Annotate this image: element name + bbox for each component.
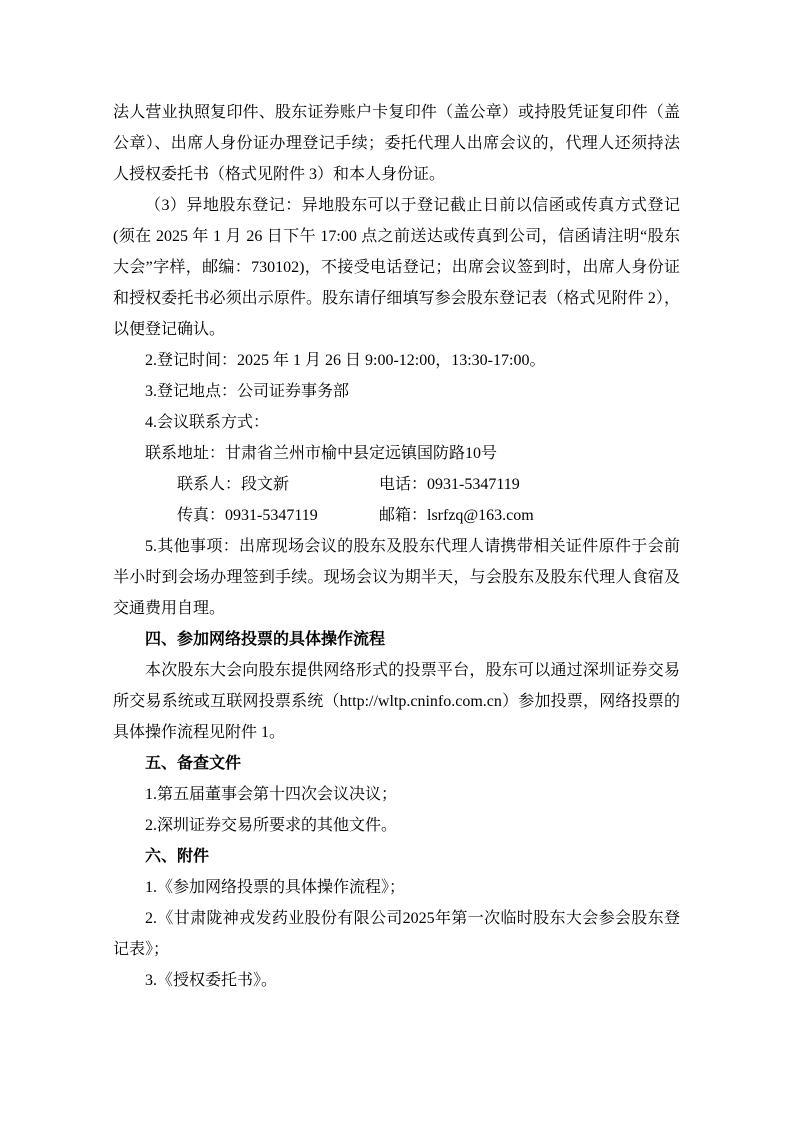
contact-fax: 传真：0931-5347119 (177, 507, 318, 524)
contact-person: 联系人：段文新 (177, 476, 290, 493)
paragraph-remote-shareholder-registration: （3）异地股东登记：异地股东可以于登记截止日前以信函或传真方式登记(须在 2025 年 1 月 26 日下午 17:00 点之前送达或传真到公司，信函请注明“股东大会”字样，邮编：730102)，不接受电话登记；出席会议签到时，出席人身份证和授权委托书必须出示原件。股东请仔细填写参会股东登记表（格式见附件 2），以便登记确认。 (113, 197, 680, 338)
paragraph-attachment-3: 3.《授权委托书》。 (145, 972, 278, 989)
paragraph-contact-address: 联系地址：甘肃省兰州市榆中县定远镇国防路10号 (145, 445, 498, 462)
paragraph-registration-time: 2.登记时间：2025 年 1 月 26 日 9:00-12:00，13:30-17:00。 (145, 352, 546, 369)
paragraph-contact-method-label: 4.会议联系方式： (145, 414, 270, 431)
heading-section-4-online-voting: 四、参加网络投票的具体操作流程 (145, 631, 386, 648)
paragraph-other-matters: 5.其他事项：出席现场会议的股东及股东代理人请携带相关证件原件于会前半小时到会场办理签到手续。现场会议为期半天，与会股东及股东代理人食宿及交通费用自理。 (113, 538, 680, 617)
heading-section-5-reference-documents: 五、备查文件 (145, 755, 242, 772)
paragraph-registration-documents: 法人营业执照复印件、股东证券账户卡复印件（盖公章）或持股凭证复印件（盖公章）、出席人身份证办理登记手续；委托代理人出席会议的，代理人还须持法人授权委托书（格式见附件 3）和本人身份证。 (113, 104, 680, 183)
contact-row-person-phone (113, 469, 680, 500)
paragraph-registration-place: 3.登记地点：公司证券事务部 (145, 383, 350, 400)
contact-phone: 电话：0931-5347119 (379, 476, 520, 493)
paragraph-attachment-1: 1.《参加网络投票的具体操作流程》； (145, 879, 406, 896)
paragraph-reference-doc-2: 2.深圳证券交易所要求的其他文件。 (145, 817, 398, 834)
paragraph-online-voting-platform: 本次股东大会向股东提供网络形式的投票平台，股东可以通过深圳证券交易所交易系统或互联网投票系统（http://wltp.cninfo.com.cn）参加投票，网络投票的具体操作流程见附件 1。 (113, 662, 680, 741)
contact-row-fax-email (113, 500, 680, 531)
paragraph-attachment-2: 2.《甘肃陇神戎发药业股份有限公司2025年第一次临时股东大会参会股东登记表》； (113, 910, 680, 958)
paragraph-reference-doc-1: 1.第五届董事会第十四次会议决议； (145, 786, 398, 803)
heading-section-6-attachments: 六、附件 (145, 848, 210, 865)
contact-email: 邮箱：lsrfzq@163.com (379, 507, 534, 524)
